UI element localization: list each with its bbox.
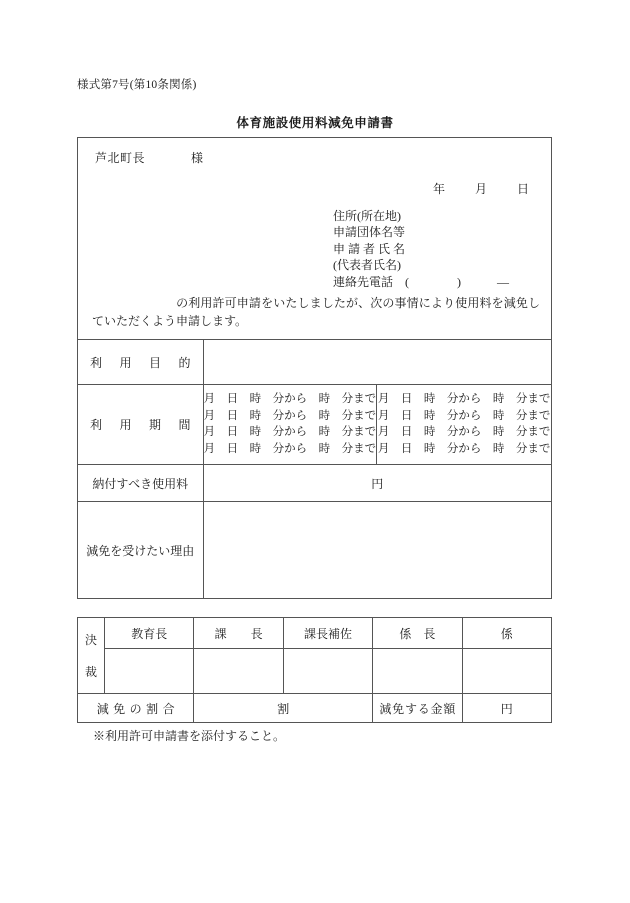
approval-reduction-row <box>78 694 552 723</box>
period-line: 月 日 時 分から 時 分まで <box>203 393 377 405</box>
applicant-address-label: 住所(所在地) <box>333 209 401 223</box>
reduction-amount-label-cell <box>373 694 462 723</box>
main-form-frame <box>77 137 552 599</box>
addressee-honorific: 様 <box>191 151 204 165</box>
table-row-purpose <box>78 340 551 385</box>
approval-signature-superintendent[interactable] <box>105 649 194 694</box>
reduction-ratio-label: 減免の割合 <box>96 701 175 716</box>
reduction-ratio-value-cell[interactable] <box>194 694 373 723</box>
applicant-info-block <box>333 208 509 290</box>
reason-value-cell[interactable] <box>203 502 551 599</box>
application-statement <box>92 294 540 330</box>
addressee-name: 芦北町長 <box>95 151 146 165</box>
approval-signature-staff[interactable] <box>462 649 551 694</box>
applicant-phone-label: 連絡先電話 ( ) ― <box>333 274 509 289</box>
footer-note: ※利用許可申請書を添付すること。 <box>93 729 286 743</box>
applicant-representative-label: (代表者氏名) <box>333 258 401 273</box>
approval-col-header-section-chief: 課 長 <box>194 618 283 649</box>
period-line: 月 日 時 分から 時 分まで <box>203 442 377 455</box>
reason-label-cell <box>78 502 203 599</box>
period-column-left[interactable] <box>204 385 378 464</box>
purpose-label-cell <box>78 340 203 385</box>
approval-col-header-superintendent: 教育長 <box>105 618 194 649</box>
reduction-ratio-label-cell <box>78 694 194 723</box>
period-label-cell <box>78 385 203 465</box>
table-row-period <box>78 385 551 465</box>
date-year-label: 年 <box>432 182 445 196</box>
document-title: 体育施設使用料減免申請書 <box>236 116 394 130</box>
period-line: 月 日 時 分から 時 分まで <box>203 409 377 422</box>
approval-table <box>77 617 552 723</box>
approval-signature-deputy-section-chief[interactable] <box>283 649 372 694</box>
purpose-value-cell[interactable] <box>203 340 551 385</box>
reduction-amount-label: 減免する金額 <box>379 701 456 716</box>
period-line: 月 日 時 分から 時 分まで <box>377 409 551 422</box>
applicant-organization-label: 申請団体名等 <box>333 225 406 240</box>
approval-header-row <box>78 618 552 649</box>
approval-signature-row <box>78 649 552 694</box>
approval-col-header-unit-chief: 係 長 <box>373 618 462 649</box>
period-value-cell <box>203 385 551 465</box>
reduction-ratio-unit: 割 <box>277 701 290 716</box>
reason-label: 減免を受けたい理由 <box>86 543 195 558</box>
period-line: 月 日 時 分から 時 分まで <box>377 442 551 455</box>
period-line: 月 日 時 分から 時 分まで <box>203 426 377 438</box>
statement-text: の利用許可申請をいたしましたが、次の事情により使用料を減免していただくよう申請します。 <box>92 296 540 328</box>
purpose-label: 利用目的 <box>90 355 191 370</box>
period-line: 月 日 時 分から 時 分まで <box>377 426 551 438</box>
approval-signature-section-chief[interactable] <box>194 649 283 694</box>
fee-unit: 円 <box>371 476 384 491</box>
applicant-name-label: 申 請 者 氏 名 <box>333 241 406 256</box>
addressee-line <box>95 149 203 166</box>
approval-col-header-staff: 係 <box>462 618 551 649</box>
fee-label-cell <box>78 465 203 502</box>
approval-stamp-char-2: 裁 <box>84 664 97 679</box>
period-column-right[interactable] <box>377 385 551 464</box>
form-header-area <box>78 138 551 339</box>
approval-col-header-deputy-section-chief: 課長補佐 <box>283 618 372 649</box>
fee-label: 納付すべき使用料 <box>92 476 189 491</box>
table-row-fee <box>78 465 551 502</box>
table-row-reason <box>78 502 551 599</box>
period-columns <box>204 385 552 464</box>
approval-stamp-cell <box>78 618 105 694</box>
period-label: 利用期間 <box>90 418 191 432</box>
period-line: 月 日 時 分から 時 分まで <box>377 393 551 405</box>
form-number: 様式第7号(第10条関係) <box>77 79 197 91</box>
reduction-amount-value-cell[interactable] <box>462 694 551 723</box>
approval-signature-unit-chief[interactable] <box>373 649 462 694</box>
date-line <box>433 180 529 197</box>
reduction-amount-unit: 円 <box>500 701 513 716</box>
application-details-table <box>78 339 551 598</box>
fee-value-cell[interactable] <box>203 465 551 502</box>
approval-stamp-char-1: 決 <box>84 632 97 647</box>
date-month-label: 月 <box>474 182 487 196</box>
date-day-label: 日 <box>516 182 529 196</box>
approval-frame <box>77 617 552 723</box>
